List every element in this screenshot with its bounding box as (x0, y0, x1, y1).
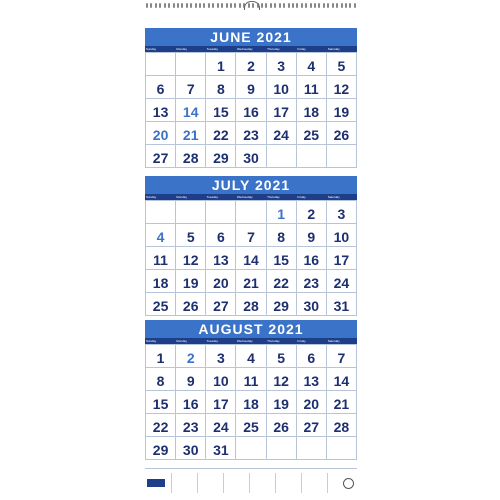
day-cell[interactable] (297, 99, 327, 122)
day-number: 9 (307, 229, 316, 245)
month-august (145, 320, 357, 460)
day-number: 5 (186, 229, 195, 245)
day-cell[interactable] (267, 345, 297, 368)
day-number: 6 (307, 350, 316, 366)
weekday-header (145, 338, 357, 344)
month-title: AUGUST 2021 (145, 320, 357, 338)
weekday-label: Wednesday (236, 195, 253, 199)
day-number: 23 (303, 275, 320, 291)
day-number: 30 (182, 442, 199, 458)
recycle-icon (343, 478, 354, 489)
day-cell[interactable] (206, 345, 236, 368)
day-cell[interactable] (146, 414, 176, 437)
binding-loop (181, 3, 183, 8)
binding-loop (274, 3, 276, 8)
weekday-label: Thursday (267, 339, 280, 343)
day-cell[interactable] (146, 122, 176, 145)
day-number: 1 (216, 58, 225, 74)
binding-loop (234, 3, 236, 8)
day-number: 24 (333, 275, 350, 291)
day-number: 19 (273, 396, 289, 412)
day-cell[interactable] (236, 270, 266, 293)
day-number: 24 (273, 127, 289, 143)
day-cell[interactable] (176, 345, 206, 368)
binding-loop (230, 3, 232, 8)
day-number: 26 (273, 419, 289, 435)
day-cell[interactable] (176, 145, 206, 168)
day-cell[interactable] (327, 201, 357, 224)
day-number: 11 (153, 252, 168, 268)
day-number: 31 (213, 442, 229, 458)
empty-day-cell[interactable] (297, 145, 327, 168)
day-cell[interactable] (206, 270, 236, 293)
weekday-label: Sunday (146, 195, 157, 199)
day-cell[interactable] (327, 391, 357, 414)
day-cell[interactable] (146, 99, 176, 122)
empty-day-cell[interactable] (297, 437, 327, 460)
day-cell[interactable] (327, 414, 357, 437)
day-number: 19 (182, 275, 199, 291)
day-cell[interactable] (236, 145, 266, 168)
day-number: 6 (216, 229, 225, 245)
day-number: 18 (243, 396, 259, 412)
day-cell[interactable] (267, 224, 297, 247)
day-number: 29 (152, 442, 169, 458)
day-cell[interactable] (146, 391, 176, 414)
binding-loop (327, 3, 329, 8)
day-number: 22 (152, 419, 169, 435)
day-cell[interactable] (267, 122, 297, 145)
day-number: 10 (273, 81, 289, 97)
day-cell[interactable] (267, 53, 297, 76)
binding-loop (292, 3, 294, 8)
weekday-label: Saturday (327, 47, 340, 51)
day-cell[interactable] (327, 224, 357, 247)
empty-day-cell[interactable] (327, 145, 357, 168)
day-cell[interactable] (206, 99, 236, 122)
weekday-label: Saturday (327, 339, 340, 343)
day-number: 16 (182, 396, 199, 412)
empty-day-cell[interactable] (327, 437, 357, 460)
weekday-label: Tuesday (206, 47, 218, 51)
day-cell[interactable] (206, 224, 236, 247)
day-number: 28 (333, 419, 350, 435)
day-cell[interactable] (297, 414, 327, 437)
day-cell[interactable] (236, 247, 266, 270)
day-number: 17 (333, 252, 350, 268)
binding-loop (177, 3, 179, 8)
day-number: 8 (156, 373, 165, 389)
day-cell[interactable] (267, 391, 297, 414)
day-number: 12 (333, 81, 350, 97)
weekday-label: Monday (176, 195, 187, 199)
empty-day-cell[interactable] (176, 53, 206, 76)
binding-loop (301, 3, 303, 8)
month-july (145, 176, 357, 316)
binding-loop (283, 3, 285, 8)
day-number: 1 (277, 206, 286, 222)
weekday-label: Tuesday (206, 339, 218, 343)
binding-loop (195, 3, 197, 8)
day-cell[interactable] (176, 122, 206, 145)
binding-loop (203, 3, 205, 8)
day-number: 27 (152, 150, 169, 166)
day-cell[interactable] (327, 368, 357, 391)
day-number: 29 (273, 298, 289, 314)
weekday-label: Sunday (146, 339, 157, 343)
brand-logo (147, 479, 165, 487)
day-number: 25 (152, 298, 169, 314)
day-number: 8 (216, 81, 225, 97)
day-number: 3 (216, 350, 225, 366)
binding-loop (168, 3, 170, 8)
day-number: 30 (303, 298, 320, 314)
day-number: 27 (303, 419, 320, 435)
day-number: 2 (247, 58, 255, 74)
day-cell[interactable] (327, 345, 357, 368)
day-cell[interactable] (236, 391, 266, 414)
binding-loop (208, 3, 210, 8)
day-grid (145, 52, 357, 168)
day-cell[interactable] (267, 76, 297, 99)
day-number: 22 (213, 127, 229, 143)
day-cell[interactable] (297, 122, 327, 145)
day-cell[interactable] (206, 53, 236, 76)
day-cell[interactable] (297, 270, 327, 293)
day-cell[interactable] (267, 247, 297, 270)
binding-loop (199, 3, 201, 8)
weekday-header (145, 194, 357, 200)
day-number: 3 (337, 206, 346, 222)
day-number: 4 (156, 229, 165, 245)
day-number: 9 (186, 373, 195, 389)
binding-loop (323, 3, 325, 8)
binding-loop (190, 3, 192, 8)
binding-loop (314, 3, 316, 8)
binding-loop (173, 3, 175, 8)
day-number: 1 (156, 350, 165, 366)
day-number: 21 (182, 127, 199, 143)
binding-loop (345, 3, 347, 8)
day-cell[interactable] (176, 414, 206, 437)
day-number: 18 (152, 275, 169, 291)
day-number: 9 (247, 81, 255, 97)
binding-loop (318, 3, 320, 8)
weekday-label: Monday (176, 339, 187, 343)
day-cell[interactable] (327, 247, 357, 270)
day-cell[interactable] (206, 437, 236, 460)
day-number: 16 (243, 104, 259, 120)
empty-day-cell[interactable] (236, 437, 266, 460)
binding-loop (239, 3, 241, 8)
day-cell[interactable] (206, 391, 236, 414)
day-cell[interactable] (297, 201, 327, 224)
day-number: 12 (182, 252, 199, 268)
weekday-label: Friday (297, 195, 306, 199)
day-cell[interactable] (206, 145, 236, 168)
day-cell[interactable] (267, 293, 297, 316)
weekday-label: Thursday (267, 195, 280, 199)
day-cell[interactable] (297, 293, 327, 316)
weekday-label: Monday (176, 47, 187, 51)
day-number: 22 (273, 275, 289, 291)
day-cell[interactable] (236, 53, 266, 76)
day-cell[interactable] (176, 247, 206, 270)
day-cell[interactable] (146, 368, 176, 391)
day-number: 26 (182, 298, 199, 314)
day-cell[interactable] (267, 414, 297, 437)
day-number: 4 (247, 350, 255, 366)
day-number: 27 (213, 298, 229, 314)
day-cell[interactable] (236, 414, 266, 437)
weekday-label: Wednesday (236, 47, 253, 51)
day-cell[interactable] (146, 293, 176, 316)
day-number: 30 (243, 150, 259, 166)
day-cell[interactable] (297, 391, 327, 414)
day-number: 18 (303, 104, 320, 120)
empty-day-cell[interactable] (176, 201, 206, 224)
day-cell[interactable] (267, 99, 297, 122)
day-cell[interactable] (146, 224, 176, 247)
binding-loop (354, 3, 356, 8)
day-number: 17 (273, 104, 289, 120)
day-cell[interactable] (206, 76, 236, 99)
mini-calendar-strip (171, 473, 337, 493)
binding-loop (296, 3, 298, 8)
binding-loop (341, 3, 343, 8)
day-number: 3 (277, 58, 286, 74)
binding-loop (221, 3, 223, 8)
binding-loop (310, 3, 312, 8)
day-number: 12 (273, 373, 289, 389)
day-number: 16 (303, 252, 320, 268)
weekday-label: Thursday (267, 47, 280, 51)
day-cell[interactable] (176, 437, 206, 460)
binding-loop (265, 3, 267, 8)
day-cell[interactable] (327, 99, 357, 122)
weekday-label: Friday (297, 339, 306, 343)
day-number: 31 (333, 298, 350, 314)
empty-day-cell[interactable] (267, 437, 297, 460)
day-cell[interactable] (327, 53, 357, 76)
day-number: 10 (333, 229, 350, 245)
day-number: 6 (156, 81, 165, 97)
day-number: 23 (243, 127, 259, 143)
day-number: 20 (303, 396, 320, 412)
day-number: 7 (186, 81, 195, 97)
day-cell[interactable] (206, 368, 236, 391)
binding-loop (164, 3, 166, 8)
day-cell[interactable] (146, 247, 176, 270)
day-cell[interactable] (267, 270, 297, 293)
day-number: 15 (213, 104, 229, 120)
binding-loop (270, 3, 272, 8)
day-cell[interactable] (146, 437, 176, 460)
day-cell[interactable] (297, 368, 327, 391)
day-cell[interactable] (327, 293, 357, 316)
day-cell[interactable] (327, 122, 357, 145)
day-cell[interactable] (176, 76, 206, 99)
day-cell[interactable] (236, 122, 266, 145)
day-cell[interactable] (297, 224, 327, 247)
binding-loop (146, 3, 148, 8)
day-number: 26 (333, 127, 350, 143)
empty-day-cell[interactable] (146, 201, 176, 224)
day-cell[interactable] (267, 368, 297, 391)
day-cell[interactable] (176, 224, 206, 247)
day-grid (145, 200, 357, 316)
weekday-header (145, 46, 357, 52)
binding-loop (349, 3, 351, 8)
day-cell[interactable] (176, 293, 206, 316)
day-cell[interactable] (236, 224, 266, 247)
day-cell[interactable] (236, 293, 266, 316)
day-cell[interactable] (327, 76, 357, 99)
empty-day-cell[interactable] (236, 201, 266, 224)
day-number: 14 (243, 252, 259, 268)
month-title: JUNE 2021 (145, 28, 357, 46)
day-cell[interactable] (206, 293, 236, 316)
day-number: 28 (243, 298, 259, 314)
day-cell[interactable] (146, 270, 176, 293)
day-cell[interactable] (146, 145, 176, 168)
day-number: 24 (213, 419, 229, 435)
day-cell[interactable] (206, 122, 236, 145)
binding-loop (336, 3, 338, 8)
empty-day-cell[interactable] (206, 201, 236, 224)
binding-loop (159, 3, 161, 8)
day-number: 2 (307, 206, 316, 222)
day-cell[interactable] (297, 76, 327, 99)
day-number: 19 (333, 104, 350, 120)
day-number: 2 (186, 350, 195, 366)
day-number: 17 (213, 396, 229, 412)
day-number: 4 (307, 58, 316, 74)
binding-loop (226, 3, 228, 8)
day-cell[interactable] (146, 76, 176, 99)
binding-loop (305, 3, 307, 8)
weekday-label: Wednesday (236, 339, 253, 343)
hanger-hook (244, 1, 260, 10)
day-number: 7 (247, 229, 255, 245)
day-cell[interactable] (176, 391, 206, 414)
day-number: 11 (243, 373, 259, 389)
day-cell[interactable] (297, 247, 327, 270)
weekday-label: Tuesday (206, 195, 218, 199)
day-cell[interactable] (176, 368, 206, 391)
day-number: 11 (303, 81, 319, 97)
binding-loop (155, 3, 157, 8)
day-number: 5 (277, 350, 286, 366)
empty-day-cell[interactable] (267, 145, 297, 168)
day-number: 20 (213, 275, 229, 291)
day-number: 15 (152, 396, 169, 412)
day-number: 5 (337, 58, 346, 74)
day-cell[interactable] (236, 345, 266, 368)
day-number: 13 (213, 252, 229, 268)
day-number: 8 (277, 229, 286, 245)
empty-day-cell[interactable] (146, 53, 176, 76)
month-title: JULY 2021 (145, 176, 357, 194)
day-cell[interactable] (206, 247, 236, 270)
day-number: 13 (303, 373, 320, 389)
calendar-footer (145, 468, 357, 497)
binding-loop (186, 3, 188, 8)
day-cell[interactable] (267, 201, 297, 224)
binding-loop (261, 3, 263, 8)
day-number: 21 (243, 275, 259, 291)
binding-loop (212, 3, 214, 8)
binding-loop (279, 3, 281, 8)
month-june (145, 28, 357, 168)
day-number: 21 (333, 396, 350, 412)
day-number: 20 (152, 127, 169, 143)
day-cell[interactable] (236, 368, 266, 391)
day-number: 13 (152, 104, 169, 120)
weekday-label: Sunday (146, 47, 157, 51)
day-number: 23 (182, 419, 199, 435)
binding-loop (332, 3, 334, 8)
day-grid (145, 344, 357, 460)
weekday-label: Saturday (327, 195, 340, 199)
day-cell[interactable] (297, 345, 327, 368)
day-cell[interactable] (146, 345, 176, 368)
weekday-label: Friday (297, 47, 306, 51)
day-number: 14 (182, 104, 199, 120)
binding-loop (288, 3, 290, 8)
day-cell[interactable] (176, 270, 206, 293)
day-cell[interactable] (236, 99, 266, 122)
day-number: 15 (273, 252, 289, 268)
day-cell[interactable] (327, 270, 357, 293)
binding-loop (150, 3, 152, 8)
binding-loop (217, 3, 219, 8)
day-number: 29 (213, 150, 229, 166)
day-cell[interactable] (206, 414, 236, 437)
day-number: 14 (333, 373, 350, 389)
day-number: 10 (213, 373, 229, 389)
day-cell[interactable] (176, 99, 206, 122)
day-number: 25 (303, 127, 320, 143)
day-number: 7 (337, 350, 346, 366)
day-number: 25 (243, 419, 259, 435)
day-number: 28 (182, 150, 199, 166)
day-cell[interactable] (236, 76, 266, 99)
day-cell[interactable] (297, 53, 327, 76)
